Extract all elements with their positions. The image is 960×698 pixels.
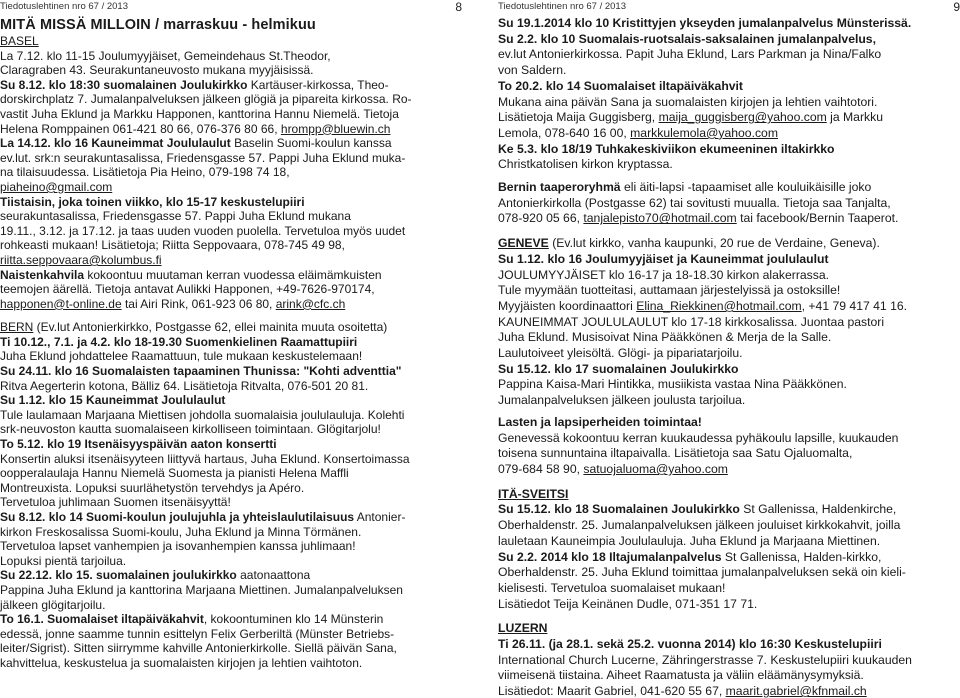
text-line: Oberhaldenstr. 25. Jumalanpalveluksen jälkeen jouluiset kirkkokahvit, joilla [498,518,901,533]
right-column [498,16,960,698]
page-title: MITÄ MISSÄ MILLOIN / marraskuu - helmikuu [0,17,316,33]
event-title: Su 24.11. klo 16 Suomalaisten tapaaminen Thunissa: "Kohti adventtia" [0,364,402,379]
text-line: lauletaan Kauneimpia Joululauluja. Juha Eklund ja Marjaana Miettinen. [498,533,881,548]
left-page [0,0,462,698]
text-line: von Saldern. [498,63,567,78]
text-span: (Ev.lut kirkko, vanha kaupunki, 20 rue de Verdaine, Geneva). [548,236,880,251]
contact-line [498,211,960,227]
text-line: Jumalanpalveluksen jälkeen joulusta tarjoilua. [498,393,746,408]
event-line [0,78,462,93]
text-line: Juha Eklund johdattelee Raamattuun, tule mukaan keskustelemaan! [0,349,363,364]
email-link[interactable]: maija_guggisberg@yahoo.com [658,110,827,125]
event-title: Su 2.2. 2014 klo 18 Iltajumalanpalvelus [498,549,722,564]
text-line: rohkeasti mukaan! Lisätietoja; Riitta Seppovaara, 078-745 49 98, [0,238,345,253]
section-heading-ita-sveitsi: ITÄ-SVEITSI [498,486,569,501]
text-line: vastit Juha Eklund ja Markku Happonen, kanttorina Hannu Niemelä. Tietoja [0,106,399,121]
text-span: tai Airi Rink, 061-923 06 80, [121,296,276,311]
header-text: Tiedotuslehtinen nro 67 / 2013 [0,1,128,12]
email-link[interactable]: happonen@t-online.de [0,296,122,311]
text-line: ev.lut. srk:n seurakuntasalissa, Friedensgasse 57. Pappi Juha Eklund muka- [0,150,406,165]
section-line [498,236,960,252]
event-title: To 16.1. Suomalaiset iltapäiväkahvit [0,612,204,627]
event-title: Su 1.12. klo 16 Joulumyyjäiset ja Kauneimmat joululaulut [498,251,829,266]
event-line [498,502,960,518]
text-line: Ritva Aegerterin kotona, Bälliz 64. Lisätietoja Ritvalta, 076-501 20 81. [0,378,369,393]
text-line: Claragraben 43. Seurakuntaneuvosto mukana myyjäisissä. [0,63,314,78]
text-line: teemojen äärellä. Tietoja antavat Aulikki Happonen, +49-7626-970174, [0,282,375,297]
text-line: jälkeen glögitarjoilu. [0,597,106,612]
text-line: Tule laulamaan Marjaana Miettisen johdolla suomalaisia joululauluja. Kolehti [0,407,405,422]
contact-line [498,684,960,698]
section-heading-bern: BERN [0,320,34,335]
page-header [0,1,462,13]
text-line: Mukana aina päivän Sana ja suomalaisten kirjojen ja lehtien vaihtotori. [498,94,878,109]
section-heading-geneve: GENEVE [498,236,549,251]
text-span: 079-684 58 90, [498,461,584,476]
page-number: 8 [455,0,462,14]
text-line: KAUNEIMMAT JOULULAULUT klo 17-18 kirkkosalissa. Juontaa pastori [498,314,885,329]
contact-line [498,126,960,142]
email-link[interactable]: satuojaluoma@yahoo.com [583,461,728,476]
text-line: kielisesti. Tervetuloa suomalaiset mukaan! [498,580,726,595]
text-span: eli äiti-lapsi -tapaamiset alle kouluikäisille joko [620,180,872,195]
text-line: Lopuksi pientä tarjoilua. [0,553,127,568]
text-line: 19.11., 3.12. ja 17.12. ja taas uuden vuoden puolella. Tervetuloa myös uudet [0,223,406,238]
text-span: 078-920 05 66, [498,211,584,226]
section-heading-basel: BASEL [0,34,39,48]
text-line: JOULUMYYJÄISET klo 16-17 ja 18-18.30 kirkon alakerrassa. [498,267,830,282]
text-line: Lisätiedot Teija Keinänen Dudle, 071-351 17 71. [498,596,758,611]
email-link[interactable]: riitta.seppovaara@kolumbus.fi [0,252,162,267]
text-span: tai facebook/Bernin Taaperot. [736,211,899,226]
text-line: dorskirchplatz 7. Jumalanpalveluksen jälkeen glögiä ja pipareita kirkossa. Ro- [0,92,412,107]
email-link[interactable]: tanjalepisto70@hotmail.com [583,211,737,226]
event-title: To 5.12. klo 19 Itsenäisyyspäivän aaton konsertti [0,437,277,452]
text-span: aatonaattona [236,568,311,583]
text-line: seurakuntasalissa, Friedensgasse 57. Pappi Juha Eklund mukana [0,209,351,224]
text-line: Pappina Juha Eklund ja kanttorina Marjaana Miettinen. Jumalanpalveluksen [0,582,403,597]
event-line [0,268,462,283]
event-title: Su 2.2. klo 10 Suomalais-ruotsalais-saksalainen jumalanpalvelus, [498,31,876,46]
event-title: Su 22.12. klo 15. suomalainen joulukirkko [0,568,237,583]
text-line: Laulutoiveet yleisöltä. Glögi- ja pipariatarjoilu. [498,346,743,361]
text-line: Antonierkirkolla (Postgasse 62) tai sovitusti muualla. Tietoja saa Tanjalta, [498,195,891,210]
text-span: kokoontuu muutaman kerran vuodessa eläimämkuisten [84,267,382,282]
text-line: Genevessä kokoontuu kerran kuukaudessa pyhäkoulu lapsille, kuukauden [498,430,899,445]
event-title: Ti 10.12., 7.1. ja 4.2. klo 18-19.30 Suomenkielinen Raamattupiiri [0,334,358,349]
text-line: toisena sunnuntaina iltapaivalla. Lisätietoja saa Satu Ojaluomalta, [498,446,853,461]
text-span: St Gallenissa, Haldenkirche, [739,502,897,517]
event-line [0,136,462,151]
event-title: Ke 5.3. klo 18/19 Tuhkakeskiviikon ekumeeninen iltakirkko [498,141,835,156]
text-line: na tilaisuudessa. Lisätietoja Pia Heino, 079-198 74 18, [0,165,290,180]
event-line [498,550,960,566]
text-line: oopperalaulaja Hannu Niemelä Suomesta ja pianisti Helena Maffli [0,466,349,481]
event-title: Bernin taaperoryhmä [498,180,621,195]
right-page [498,0,960,698]
text-span: Antonier- [354,510,406,524]
text-line: Montreuxista. Lopuksi suurlähetystön tervehdys ja Apéro. [0,480,305,495]
text-line: Juha Eklund. Musisoivat Nina Pääkkönen & Merja de la Salle. [498,330,832,345]
event-line [0,568,462,583]
text-line: Tervetuloa lapset vanhempien ja isovanhempien kanssa juhlimaan! [0,539,356,554]
text-span: , kokoontuminen klo 14 Münsterin [203,612,384,627]
contact-line [0,122,462,137]
contact-line [0,253,462,268]
text-span: Lisätietoja Maija Guggisberg, [498,110,659,125]
event-title: Tiistaisin, joka toinen viikko, klo 15-17 keskustelupiiri [0,194,305,209]
text-line: Konsertin aluksi itsenäisyyteen liittyvä hartaus, Juha Eklund. Konsertoimassa [0,451,410,466]
left-column [0,17,462,671]
text-line: Tervetuloa juhlimaan Suomen itsenäisyyttä! [0,495,231,510]
text-span: Baselin Suomi-koulun kanssa [230,136,392,151]
event-title: Su 8.12. klo 14 Suomi-koulun joulujuhla ja yhteislaulutilaisuus [0,510,355,524]
text-line: Christkatolisen kirkon kryptassa. [498,157,673,172]
text-line: edessä, jonne saamme tunnin esittelyn Felix Gerberiltä (Münster Betriebs- [0,626,395,641]
text-line: Tule myymään tuotteitasi, auttamaan järjestelyissä ja ostoksille! [498,283,841,298]
email-link[interactable]: markkulemola@yahoo.com [630,125,778,140]
contact-line [498,462,960,478]
email-link[interactable]: maarit.gabriel@kfnmail.ch [725,684,867,698]
text-span: ja Markku [826,110,883,125]
event-title: To 20.2. klo 14 Suomalaiset iltapäiväkahvit [498,78,743,93]
event-title: Ti 26.11. (ja 28.1. sekä 25.2. vuonna 2014) klo 16:30 Keskustelupiiri [498,637,882,652]
text-span: Kartäuser-kirkossa, Theo- [247,77,389,92]
event-title: Su 15.12. klo 17 suomalainen Joulukirkko [498,361,739,376]
text-line: kirkon Freskosalissa Suomi-koulu, Juha Eklund ja Minna Törmänen. [0,524,362,539]
event-title: Naistenkahvila [0,267,85,282]
event-title: La 14.12. klo 16 Kauneimmat Joululaulut [0,136,231,151]
text-span: Myyjäisten koordinaattori [498,298,637,313]
event-line [0,510,462,525]
text-line: La 7.12. klo 11-15 Joulumyyjäiset, Gemeindehaus St.Theodor, [0,48,331,63]
text-span: Helena Romppainen 061-421 80 66, 076-376 80 66, [0,121,281,136]
email-link[interactable]: arink@cfc.ch [275,296,346,311]
event-title: Lasten ja lapsiperheiden toimintaa! [498,414,702,429]
text-span: St Gallenissa, Halden-kirkko, [721,549,882,564]
text-line: Pappina Kaisa-Mari Hintikka, musiikista vastaa Nina Pääkkönen. [498,377,847,392]
event-line [498,180,960,196]
contact-line [0,297,462,312]
email-link[interactable]: piaheino@gmail.com [0,179,113,194]
section-heading-luzern: LUZERN [498,621,548,636]
page-number: 9 [953,0,960,14]
email-link[interactable]: hrompp@bluewin.ch [280,121,391,136]
text-line: ev.lut Antonierkirkossa. Papit Juha Eklund, Lars Parkman ja Nina/Falko [498,47,882,62]
text-line: kahvittelua, keskustelua ja suomalaisten kirjojen ja lehtien vaihtoton. [0,655,363,670]
email-link[interactable]: Elina_Riekkinen@hotmail.com [636,298,802,313]
section-line [0,320,462,335]
event-title: Su 1.12. klo 15 Kauneimmat Joululaulut [0,393,226,408]
text-span: (Ev.lut Antonierkirkko, Postgasse 62, ellei mainita muuta osoitetta) [33,320,388,335]
contact-line [498,299,960,315]
text-span: Lisätiedot: Maarit Gabriel, 041-620 55 67, [498,684,726,698]
contact-line [498,110,960,126]
event-title: Su 15.12. klo 18 Suomalainen Joulukirkko [498,502,740,517]
text-span: Lemola, 078-640 16 00, [498,125,631,140]
text-span: , +41 79 417 41 16. [801,298,908,313]
header-text: Tiedotuslehtinen nro 67 / 2013 [498,1,626,12]
event-line [0,612,462,627]
contact-line [0,180,462,195]
text-line: leiter/Sigrist). Sitten siirrymme kahville Antonierkirkolle. Siellä päivän Sana, [0,641,397,656]
text-line: srk-neuvoston kautta suomalaiseen kirkolliseen toimintaan. Glögitarjolu! [0,422,381,437]
page-header [498,1,960,13]
text-line: International Church Lucerne, Zähringerstrasse 7. Keskustelupiiri kuukauden [498,652,912,667]
event-title: Su 19.1.2014 klo 10 Kristittyjen ykseyden jumalanpalvelus Münsterissä. [498,16,912,30]
text-line: Oberhaldenstr. 25. Juha Eklund toimittaa jumalanpalveluksen sekä oin kieli- [498,565,906,580]
event-title: Su 8.12. klo 18:30 suomalainen Joulukirkko [0,77,248,92]
text-line: viimeisenä tiistaina. Aiheet Raamatusta ja väliin eläämänysymyksiä. [498,668,864,683]
